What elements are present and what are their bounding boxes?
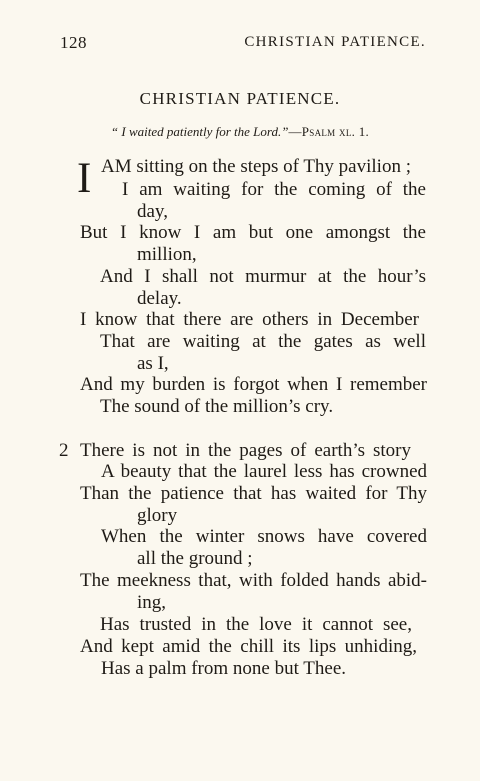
verse-line: And my burden is forgot when I remember bbox=[80, 374, 427, 395]
epigraph-reference: —Psalm xl. 1. bbox=[288, 124, 370, 139]
hymn-title: CHRISTIAN PATIENCE. bbox=[139, 89, 341, 108]
stanza-number: 2 bbox=[59, 440, 69, 461]
verse-line: I know that there are others in December bbox=[80, 309, 419, 330]
drop-cap: I bbox=[77, 155, 92, 202]
verse-line: The sound of the million’s cry. bbox=[100, 396, 334, 417]
verse-line: But I know I am but one amongst the bbox=[80, 222, 426, 243]
running-head bbox=[60, 33, 426, 53]
verse-line: Has a palm from none but Thee. bbox=[101, 658, 346, 679]
page-number: 128 bbox=[60, 33, 87, 52]
verse-line: day, bbox=[137, 201, 168, 222]
verse-line: delay. bbox=[137, 288, 182, 309]
verse-line: When the winter snows have covered bbox=[101, 526, 427, 547]
running-title: CHRISTIAN PATIENCE. bbox=[244, 34, 426, 50]
verse-line: A beauty that the laurel less has crowned bbox=[101, 461, 427, 482]
verse-line: That are waiting at the gates as well bbox=[100, 331, 426, 352]
verse-line: as I, bbox=[137, 353, 169, 374]
verse-line: glory bbox=[137, 505, 178, 526]
verse-line: AM sitting on the steps of Thy pavilion ; bbox=[101, 156, 411, 177]
verse-line: Has trusted in the love it cannot see, bbox=[100, 614, 412, 635]
verse-line: million, bbox=[137, 244, 197, 265]
verse-line: And kept amid the chill its lips unhiding, bbox=[80, 636, 417, 657]
epigraph-quote: “ I waited patiently for the Lord.” bbox=[110, 124, 289, 139]
verse-line: Than the patience that has waited for Thy bbox=[80, 483, 427, 504]
verse-line: And I shall not murmur at the hour’s bbox=[100, 266, 426, 287]
verse-line: There is not in the pages of earth’s story bbox=[80, 440, 411, 461]
verse-line: I am waiting for the coming of the bbox=[122, 179, 426, 200]
verse-line: ing, bbox=[137, 592, 167, 613]
epigraph bbox=[0, 124, 480, 140]
verse-line: The meekness that, with folded hands abid- bbox=[80, 570, 427, 591]
verse-line: all the ground ; bbox=[137, 548, 253, 569]
